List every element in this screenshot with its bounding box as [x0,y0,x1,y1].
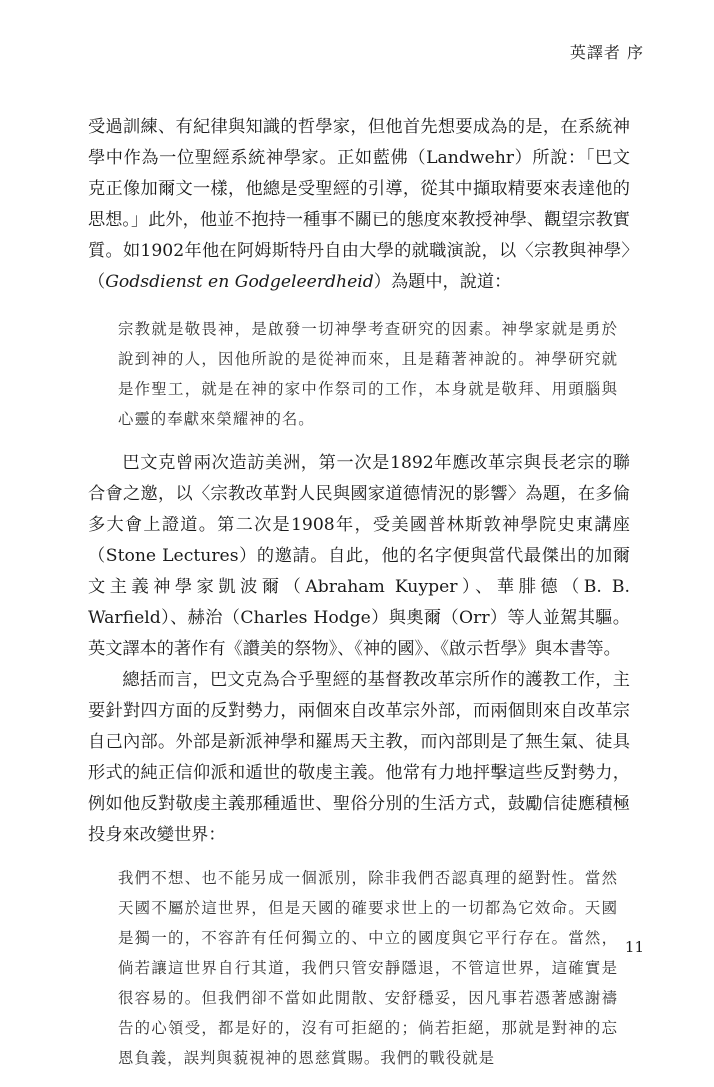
paragraph-2: 巴文克曾兩次造訪美洲，第一次是1892年應改革宗與長老宗的聯合會之邀，以〈宗教改革對人民與國家道德情況的影響〉為題，在多倫多大會上證道。第二次是1908年，受美國普林斯敦神學院史東講座（Stone Lectures）的邀請。自此，他的名字便與當代最傑出的加爾文主義神學家凱波爾（Abraham Kuyper）、華腓德（B. B. Warfield）、赫治（Charles Hodge）與奧爾（Orr）等人並駕其驅。英文譯本的著作有《讚美的祭物》、《神的國》、《啟示哲學》與本書等。 [88,453,630,659]
block-quote-2: 我們不想、也不能另成一個派別，除非我們否認真理的絕對性。當然天國不屬於這世界，但是天國的確要求世上的一切都為它效命。天國是獨一的，不容許有任何獨立的、中立的國度與它平行存在。當然，倘若讓這世界自行其道，我們只管安靜隱退，不管這世界，這確實是很容易的。但我們卻不當如此閒散、安舒穩妥，因凡事若憑著感謝禱告的心領受，都是好的，沒有可拒絕的；倘若拒絕，那就是對神的忘恩負義，誤判與藐視神的恩慈賞賜。我們的戰役就是 [118,869,618,1067]
block-quote-1: 宗教就是敬畏神，是啟發一切神學考查研究的因素。神學家就是勇於說到神的人，因他所說的是從神而來，且是藉著神說的。神學研究就是作聖工，就是在神的家中作祭司的工作，本身就是敬拜、用頭腦與心靈的奉獻來榮耀神的名。 [118,320,618,428]
running-header [570,40,644,63]
running-title: 英譯者 序 [569,43,644,62]
page-number: 11 [624,938,644,956]
paragraph-1-text-b: ）為題中，說道： [373,272,512,292]
paragraph-1-text-a: 受過訓練、有紀律與知識的哲學家，但他首先想要成為的是，在系統神學中作為一位聖經系統神學家。正如藍佛（Landwehr）所說：「巴文克正像加爾文一樣，他總是受聖經的引導，從其中擷取精要來表達他的思想。」此外，他並不抱持一種事不關已的態度來教授神學、觀望宗教實質。如1902年他在阿姆斯特丹自由大學的就職演說，以〈宗教與神學〉（ [88,117,630,292]
paragraph-1-italic-title: Godsdienst en Godgeleerdheid [105,272,374,292]
page-body [88,112,630,1087]
paragraph-3: 總括而言，巴文克為合乎聖經的基督教改革宗所作的護教工作，主要針對四方面的反對勢力，兩個來自改革宗外部，而兩個則來自改革宗自己內部。外部是新派神學和羅馬天主教，而內部則是了無生氣、徒具形式的純正信仰派和遁世的敬虔主義。他常有力地抨擊這些反對勢力，例如他反對敬虔主義那種遁世、聖俗分別的生活方式，鼓勵信徒應積極投身來改變世界： [88,670,630,845]
paragraph-1 [88,112,630,298]
